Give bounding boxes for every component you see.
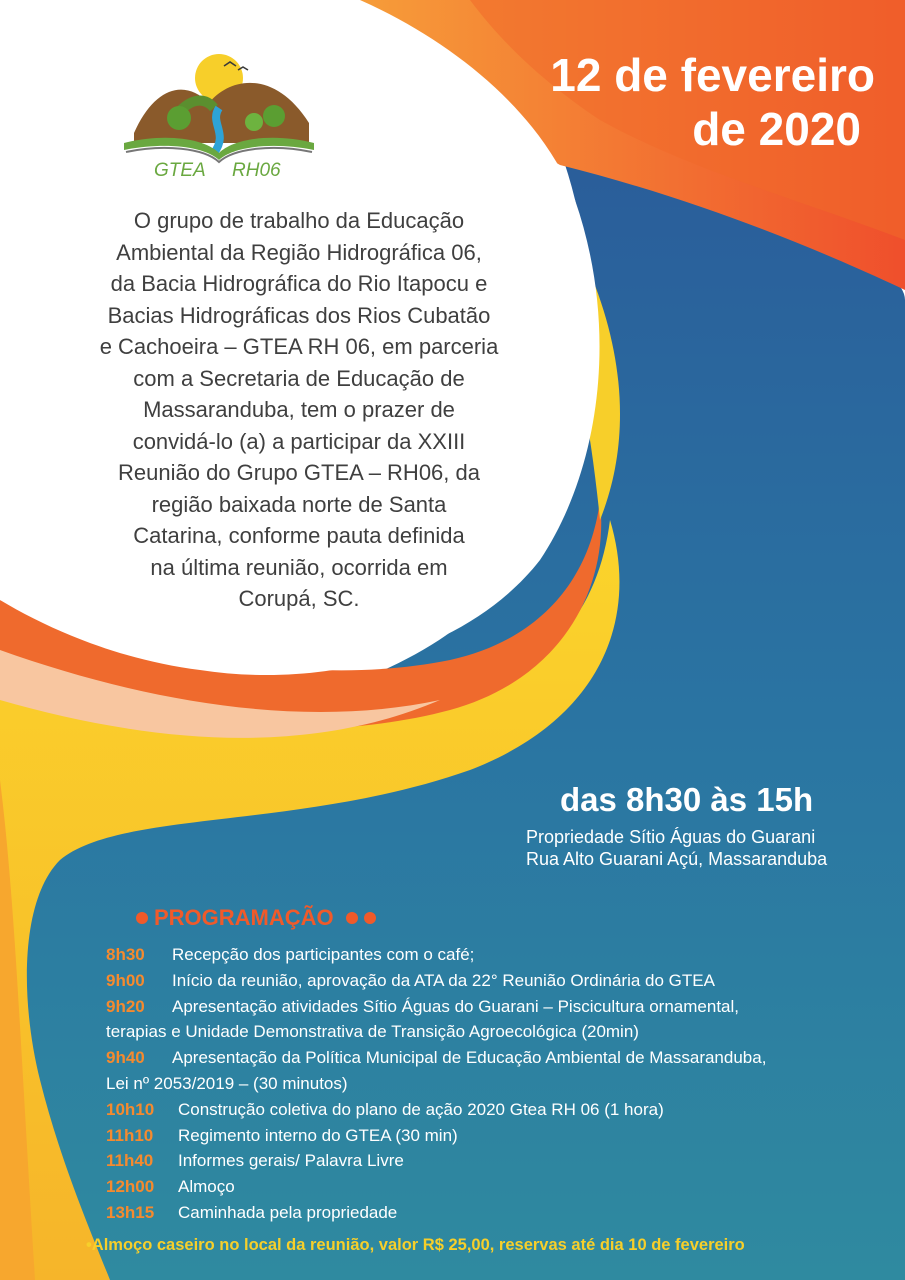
schedule-text: Apresentação atividades Sítio Águas do Guarani – Piscicultura ornamental, — [172, 996, 739, 1016]
schedule-list — [106, 942, 896, 1226]
schedule-text: Apresentação da Política Municipal de Educação Ambiental de Massaranduba, — [172, 1048, 767, 1068]
schedule-time: 11h40 — [106, 1151, 154, 1171]
schedule-item — [106, 1148, 896, 1174]
schedule-text: Regimento interno do GTEA (30 min) — [178, 1125, 458, 1145]
schedule-item-continued — [106, 1071, 896, 1097]
schedule-item-continued — [106, 1019, 896, 1045]
schedule-item — [106, 1123, 896, 1149]
schedule-item — [106, 994, 896, 1020]
date-line-2: de 2020 — [692, 103, 861, 155]
bullet-dot-icon — [364, 912, 376, 924]
schedule-text: terapias e Unidade Demonstrativa de Transição Agroecológica (20min) — [106, 1022, 639, 1042]
intro-line: Corupá, SC. — [238, 586, 360, 611]
schedule-time: 13h15 — [106, 1202, 155, 1222]
schedule-text: Recepção dos participantes com o café; — [172, 945, 475, 964]
schedule-item — [106, 942, 896, 968]
intro-line: Reunião do Grupo GTEA – RH06, da — [118, 460, 480, 485]
schedule-time: 11h10 — [106, 1125, 154, 1145]
intro-line: Ambiental da Região Hidrográfica 06, — [116, 239, 482, 265]
schedule-item — [106, 968, 896, 994]
schedule-text: Caminhada pela propriedade — [178, 1202, 398, 1222]
schedule-text: Informes gerais/ Palavra Livre — [178, 1151, 404, 1171]
logo-text-left: GTEA — [154, 160, 206, 181]
event-date — [455, 48, 875, 156]
intro-line: com a Secretaria de Educação de — [133, 365, 465, 391]
schedule-time: 9h40 — [106, 1048, 145, 1068]
intro-line: convidá-lo (a) a participar da XXIII — [132, 428, 466, 454]
schedule-item — [106, 1097, 896, 1123]
event-time: das 8h30 às 15h — [560, 781, 814, 818]
location-name: Propriedade Sítio Águas do Guarani — [526, 827, 816, 847]
programacao-title: PROGRAMAÇÃO — [154, 905, 334, 930]
lunch-note: •Almoço caseiro no local da reunião, valor R$ 25,00, reservas até dia 10 de fevereiro — [86, 1236, 745, 1254]
location-address: Rua Alto Guarani Açú, Massaranduba — [526, 849, 828, 869]
schedule-item — [106, 1045, 896, 1071]
intro-line: e Cachoeira – GTEA RH 06, em parceria — [99, 334, 499, 359]
schedule-text: Início da reunião, aprovação da ATA da 22° Reunião Ordinária do GTEA — [172, 970, 715, 990]
intro-line: região baixada norte de Santa — [151, 491, 447, 517]
bullet-dot-icon — [136, 912, 148, 924]
intro-line: Catarina, conforme pauta definida — [133, 523, 465, 548]
intro-line: Massaranduba, tem o prazer de — [143, 397, 455, 422]
programacao-heading — [136, 903, 376, 933]
schedule-item — [106, 1174, 896, 1200]
date-line-1: 12 de fevereiro — [550, 49, 875, 101]
intro-line: na última reunião, ocorrida em — [150, 554, 448, 580]
intro-line: Bacias Hidrográficas dos Rios Cubatão — [107, 302, 491, 328]
schedule-time: 9h20 — [106, 996, 145, 1016]
schedule-text: Almoço — [178, 1177, 235, 1197]
intro-line: da Bacia Hidrográfica do Rio Itapocu e — [110, 271, 488, 296]
bullet-dot-icon — [346, 912, 358, 924]
schedule-time: 9h00 — [106, 970, 145, 990]
schedule-time: 12h00 — [106, 1177, 155, 1197]
logo-text-right: RH06 — [232, 160, 281, 181]
intro-paragraph — [66, 205, 532, 615]
schedule-text: Lei nº 2053/2019 – (30 minutos) — [106, 1073, 348, 1093]
event-location — [526, 826, 896, 870]
schedule-time: 8h30 — [106, 945, 145, 964]
gtea-logo — [114, 48, 324, 183]
schedule-text: Construção coletiva do plano de ação 2020 Gtea RH 06 (1 hora) — [178, 1099, 664, 1119]
schedule-item — [106, 1200, 896, 1226]
intro-line: O grupo de trabalho da Educação — [133, 208, 465, 233]
schedule-time: 10h10 — [106, 1099, 155, 1119]
